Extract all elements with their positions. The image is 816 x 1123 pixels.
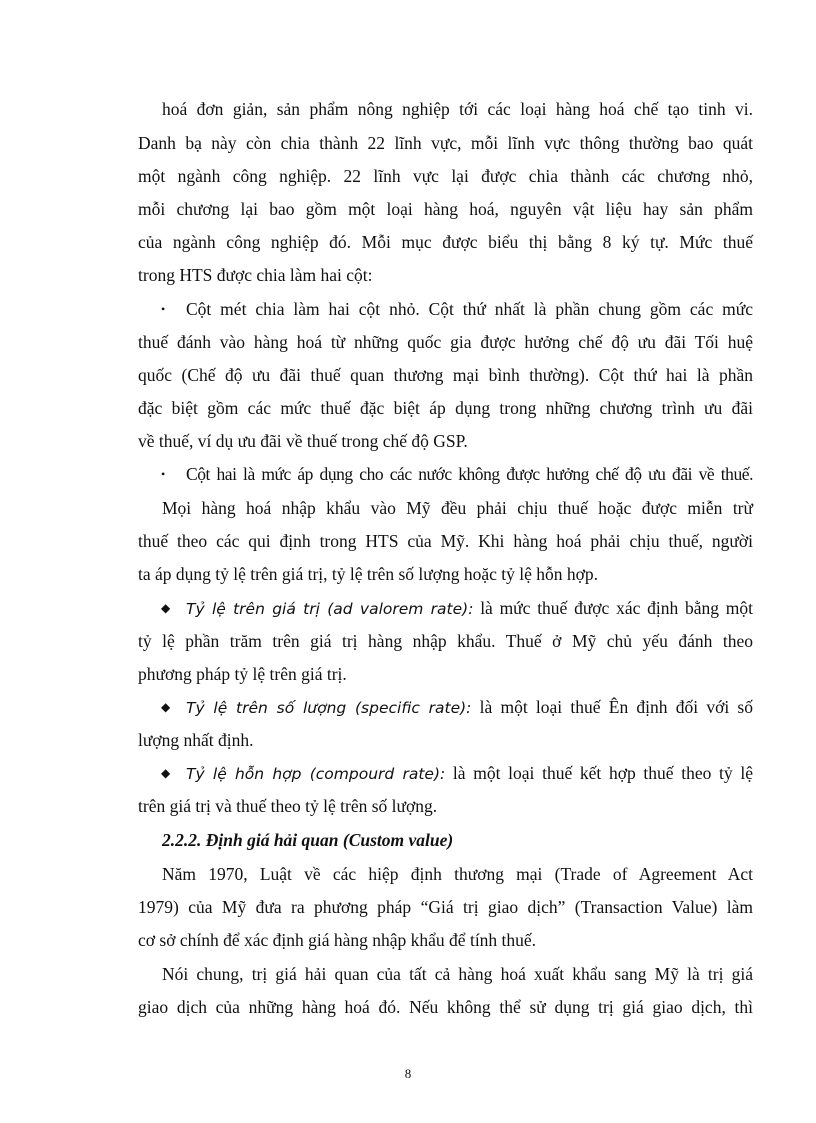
- text-line: Năm 1970, Luật về các hiệp định thương mại (Trade of Agreement Act: [162, 864, 753, 884]
- bullet-text-line: Cột mét chia làm hai cột nhỏ. Cột thứ nhất là phần chung gồm các mức: [186, 299, 753, 319]
- text-line: trong HTS được chia làm hai cột:: [138, 265, 373, 285]
- rate-definition: là một loại thuế Ên định đối với số: [471, 697, 753, 717]
- bullet-text-line: về thuế, ví dụ ưu đãi về thuế trong chế độ GSP.: [138, 431, 468, 451]
- bullet-text-line: Cột hai là mức áp dụng cho các nước không được hưởng chế độ ưu đãi về thuế.: [186, 464, 753, 484]
- section-heading: 2.2.2. Định giá hải quan (Custom value): [162, 830, 454, 850]
- rate-term: Tỷ lệ hỗn hợp (compourd rate):: [186, 765, 446, 783]
- diamond-bullet-icon: ◆: [161, 766, 171, 780]
- text-line: của ngành công nghiệp đó. Mỗi mục được biểu thị bằng 8 ký tự. Mức thuế: [138, 232, 753, 252]
- text-line: tỷ lệ phần trăm trên giá trị hàng nhập khẩu. Thuế ở Mỹ chủ yếu đánh theo: [138, 631, 753, 651]
- text-line: giao dịch của những hàng hoá đó. Nếu không thể sử dụng trị giá giao dịch, thì: [138, 997, 753, 1017]
- rate-term: Tỷ lệ trên giá trị (ad valorem rate):: [186, 600, 474, 618]
- diamond-bullet-icon: ◆: [161, 700, 171, 714]
- text-line: lượng nhất định.: [138, 730, 254, 750]
- bullet-dot-icon: •: [161, 467, 166, 481]
- rate-definition-line: [186, 762, 753, 785]
- rate-definition: là mức thuế được xác định bằng một: [473, 598, 753, 618]
- text-line: ta áp dụng tỷ lệ trên giá trị, tỷ lệ trên số lượng hoặc tỷ lệ hỗn hợp.: [138, 564, 599, 584]
- bullet-text-line: quốc (Chế độ ưu đãi thuế quan thương mại bình thường). Cột thứ hai là phần: [138, 365, 753, 385]
- text-line: hoá đơn giản, sản phẩm nông nghiệp tới các loại hàng hoá chế tạo tinh vi.: [162, 99, 753, 119]
- page-number: 8: [404, 1066, 412, 1081]
- rate-definition: là một loại thuế kết hợp thuế theo tỷ lệ: [445, 763, 753, 783]
- text-line: một ngành công nghiệp. 22 lĩnh vực lại được chia thành các chương nhỏ,: [138, 166, 753, 186]
- text-line: mỗi chương lại bao gồm một loại hàng hoá, nguyên vật liệu hay sản phẩm: [138, 199, 753, 219]
- diamond-bullet-icon: ◆: [161, 601, 171, 615]
- rate-definition-line: [186, 597, 753, 620]
- text-line: thuế theo các qui định trong HTS của Mỹ. Khi hàng hoá phải chịu thuế, người: [138, 531, 753, 551]
- text-line: Danh bạ này còn chia thành 22 lĩnh vực, mỗi lĩnh vực thông thường bao quát: [138, 133, 753, 153]
- bullet-dot-icon: •: [161, 302, 166, 316]
- text-line: Mọi hàng hoá nhập khẩu vào Mỹ đều phải chịu thuế hoặc được miễn trừ: [162, 498, 753, 518]
- text-line: 1979) của Mỹ đưa ra phương pháp “Giá trị giao dịch” (Transaction Value) làm: [138, 897, 753, 917]
- text-line: phương pháp tỷ lệ trên giá trị.: [138, 664, 347, 684]
- rate-term: Tỷ lệ trên số lượng (specific rate):: [186, 699, 472, 717]
- rate-definition-line: [186, 696, 753, 719]
- bullet-text-line: đặc biệt gồm các mức thuế đặc biệt áp dụng trong những chương trình ưu đãi: [138, 398, 753, 418]
- text-line: Nói chung, trị giá hải quan của tất cả hàng hoá xuất khẩu sang Mỹ là trị giá: [162, 964, 753, 984]
- text-line: cơ sở chính để xác định giá hàng nhập khẩu để tính thuế.: [138, 930, 537, 950]
- bullet-text-line: thuế đánh vào hàng hoá từ những quốc gia được hưởng chế độ ưu đãi Tối huệ: [138, 332, 753, 352]
- text-line: trên giá trị và thuế theo tỷ lệ trên số lượng.: [138, 796, 438, 816]
